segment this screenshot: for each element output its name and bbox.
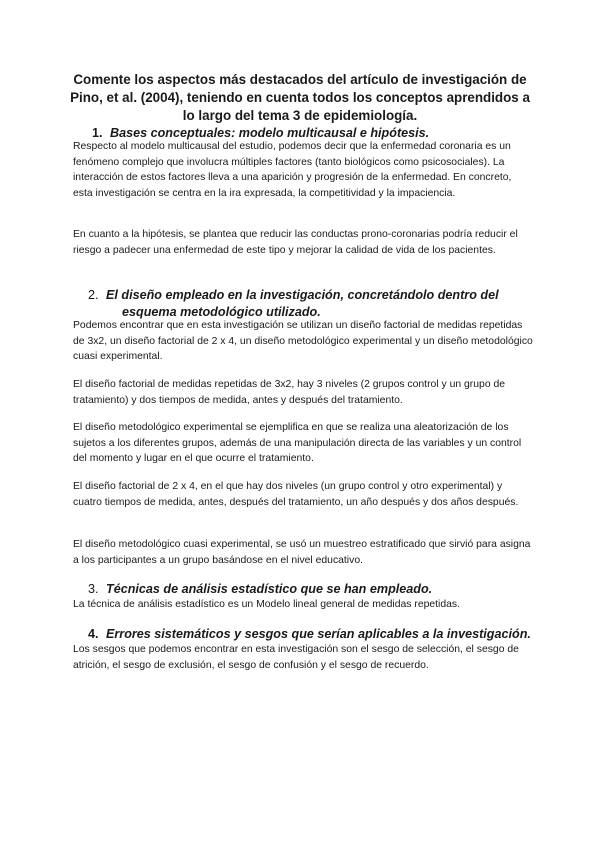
section-2-title-line-1: El diseño empleado en la investigación, concretándolo dentro del xyxy=(106,288,499,302)
section-3-title: Técnicas de análisis estadístico que se han empleado. xyxy=(106,582,433,596)
section-2-paragraph-5: El diseño metodológico cuasi experimental, se usó un muestreo estratificado que sirvió para asigna a los participantes a un grupo basándose en el nivel educativo. xyxy=(73,539,531,566)
section-1-title: Bases conceptuales: modelo multicausal e hipótesis. xyxy=(110,126,430,140)
section-1-number: 1. xyxy=(92,126,103,140)
section-4-title: Errores sistemáticos y sesgos que serían aplicables a la investigación. xyxy=(106,627,531,641)
section-3-paragraph-1: La técnica de análisis estadístico es un Modelo lineal general de medidas repetidas. xyxy=(73,599,461,610)
section-2-paragraph-4: El diseño factorial de 2 x 4, en el que hay dos niveles (un grupo control y otro experimental) y cuatro tiempos de medida, antes, después del tratamiento, un año después y dos años después. xyxy=(73,481,519,508)
section-2-paragraph-1: Podemos encontrar que en esta investigación se utilizan un diseño factorial de medidas repetidas de 3x2, un diseño factorial de 2 x 4, un diseño metodológico experimental y un diseño metodológico cuasi experimental. xyxy=(73,320,533,363)
section-1-paragraph-2: En cuanto a la hipótesis, se plantea que reducir las conductas prono-coronarias podría reducir el riesgo a padecer una enfermedad de este tipo y mejorar la calidad de vida de los pacientes. xyxy=(73,229,518,256)
section-4-paragraph-1: Los sesgos que podemos encontrar en esta investigación son el sesgo de selección, el sesgo de atrición, el sesgo de exclusión, el sesgo de confusión y el sesgo de recuerdo. xyxy=(73,644,519,671)
section-1-paragraph-1: Respecto al modelo multicausal del estudio, podemos decir que la enfermedad coronaria es un fenómeno complejo que involucra múltiples factores (tanto biológicos como psicosociales). La interacción de estos factores lleva a una aparición y progresión de la enfermedad. En concreto, esta investigación se centra en la ira expresada, la competitividad y la impaciencia. xyxy=(73,141,512,199)
section-2-paragraph-2: El diseño factorial de medidas repetidas de 3x2, hay 3 niveles (2 grupos control y un grupo de tratamiento) y dos tiempos de medida, antes y después del tratamiento. xyxy=(73,379,506,406)
section-3-heading xyxy=(88,581,432,597)
section-2-paragraph-3: El diseño metodológico experimental se ejemplifica en que se realiza una aleatorización de los sujetos a los diferentes grupos, además de una manipulación directa de las variables y un control del momento y lugar en el que ocurre el tratamiento. xyxy=(73,422,522,465)
document-title: Comente los aspectos más destacados del artículo de investigación de Pino, et al. (2004), teniendo en cuenta todos los conceptos aprendidos a lo largo del tema 3 de epidemiología. xyxy=(70,72,530,124)
section-2-heading xyxy=(88,287,499,320)
section-2-title-line-2: esquema metodológico utilizado. xyxy=(122,304,321,319)
section-4-heading xyxy=(88,626,531,642)
section-4-number: 4. xyxy=(88,627,99,641)
section-2-number: 2. xyxy=(88,288,99,302)
section-3-number: 3. xyxy=(88,582,99,596)
